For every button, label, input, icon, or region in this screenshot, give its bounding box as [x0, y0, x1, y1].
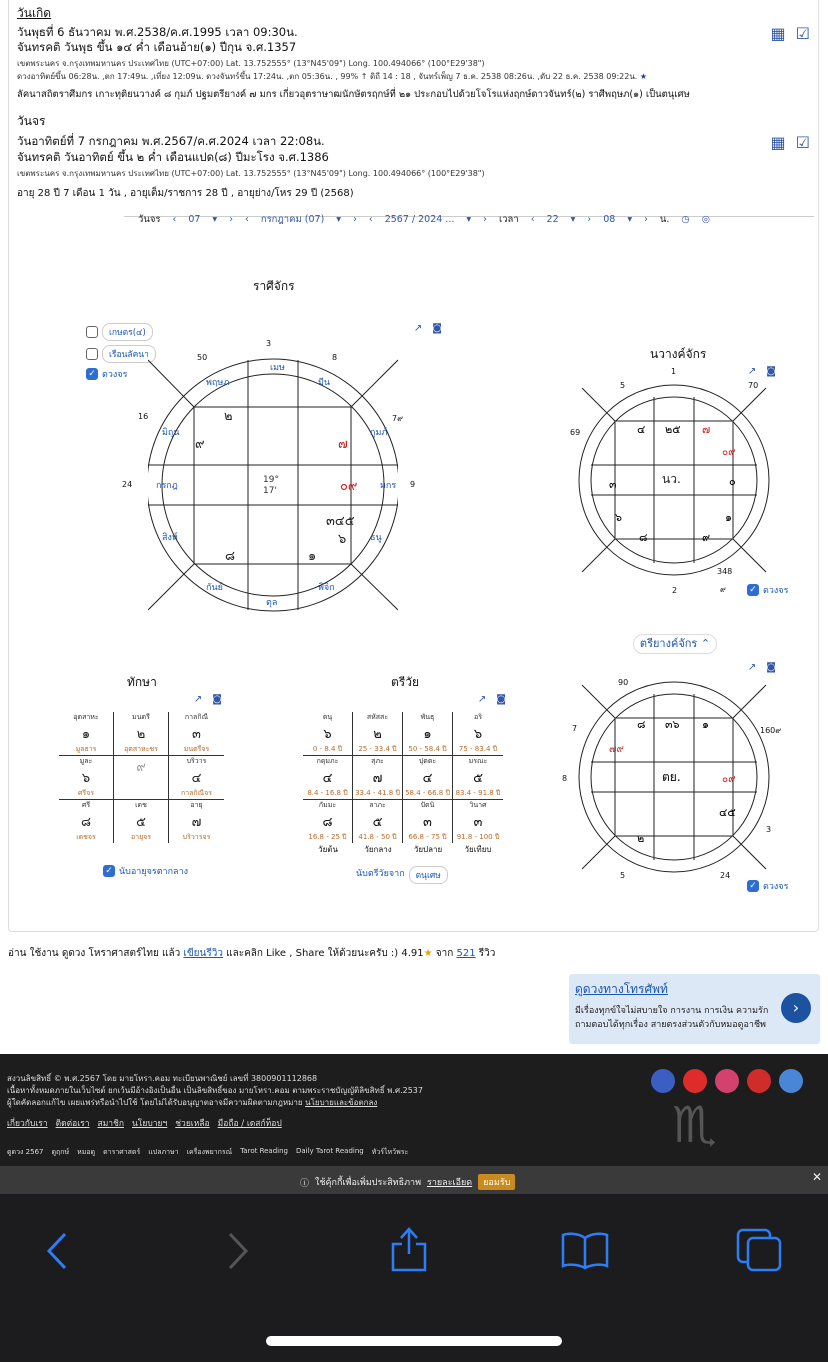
- checkbox[interactable]: [86, 348, 98, 360]
- taksa-value: ๙: [136, 760, 146, 775]
- sign-label: สิงห์: [162, 533, 178, 543]
- cookie-accept-button[interactable]: ยอมรับ: [478, 1174, 515, 1190]
- footer-link[interactable]: นโยบายฯ: [132, 1119, 168, 1129]
- outer-num: 24: [720, 871, 731, 880]
- house-value: ๔๕: [719, 806, 736, 819]
- center-degree: 19°: [263, 475, 279, 485]
- prev-year-button[interactable]: ‹: [368, 214, 373, 225]
- check-kaset[interactable]: [86, 323, 153, 341]
- treewai-range: 16.8 - 25 ปี: [308, 833, 347, 841]
- day-dropdown-icon[interactable]: ▾: [212, 214, 218, 225]
- treewai-cell: [303, 712, 353, 756]
- treewai-ages: [303, 843, 503, 856]
- browser-toolbar: [0, 1194, 828, 1362]
- taksa-sub: เดชจร: [76, 833, 96, 841]
- footer-link[interactable]: Daily Tarot Reading: [295, 1147, 364, 1155]
- house-value: ๑: [308, 549, 317, 564]
- house-value: ๖: [615, 511, 622, 524]
- camera-icon[interactable]: ◙: [212, 694, 222, 705]
- taksa-value: ๔: [191, 771, 202, 786]
- share-icon[interactable]: ↗: [747, 662, 757, 673]
- taksa-check[interactable]: [103, 864, 188, 878]
- minute-select[interactable]: 08: [603, 214, 616, 225]
- footer-link[interactable]: เครื่องพยากรณ์: [186, 1148, 233, 1156]
- outer-num: 69: [570, 428, 581, 437]
- x-icon[interactable]: [779, 1069, 803, 1093]
- treewai-value: ๕: [473, 771, 483, 786]
- treewai-range: 58.4 - 66.8 ปี: [405, 789, 450, 797]
- footer: [0, 1054, 828, 1166]
- house-value: ๔: [637, 423, 646, 436]
- day-select[interactable]: 07: [188, 214, 201, 225]
- triyang-tools: [748, 662, 776, 673]
- camera-icon[interactable]: ◙: [432, 323, 442, 334]
- treewai-cell: [453, 756, 503, 800]
- footer-link[interactable]: ช่วยเหลือ: [175, 1119, 210, 1129]
- house-value: ๖: [338, 532, 347, 547]
- taksa-sub: มนตรีจร: [183, 745, 210, 753]
- phone-reading-promo[interactable]: [569, 974, 820, 1044]
- treewai-label: ลาภะ: [369, 801, 386, 809]
- info-icon: ⓘ: [300, 1178, 310, 1189]
- treewai-value: ๒: [373, 727, 382, 742]
- review-text: อ่าน ใช้งาน ดูดวง โหราศาสตร์ไทย แล้ว: [8, 948, 181, 959]
- house-value: ๗: [702, 423, 711, 436]
- close-icon[interactable]: ✕: [811, 1170, 822, 1184]
- check-label: ดวงจร: [763, 586, 789, 596]
- house-value: ๙: [702, 531, 711, 544]
- target-icon[interactable]: ◎: [701, 214, 711, 225]
- camera-icon[interactable]: ◙: [766, 662, 776, 673]
- taksa-value: ๑: [81, 727, 91, 742]
- sign-label: มีน: [318, 378, 331, 388]
- house-value: ๐๙: [340, 479, 358, 494]
- tabs-icon[interactable]: [736, 1228, 784, 1272]
- age-label: วัยเทียบ: [464, 845, 492, 854]
- review-from: จาก: [435, 948, 454, 959]
- outer-num: 8: [332, 353, 338, 362]
- taksa-label: กาลกิณี: [184, 713, 209, 721]
- share-icon[interactable]: [389, 1224, 429, 1274]
- main-chart: [148, 340, 398, 620]
- treewai-range: 33.4 - 41.8 ปี: [355, 789, 400, 797]
- footer-link[interactable]: Tarot Reading: [240, 1147, 288, 1155]
- prev-month-button[interactable]: ‹: [245, 214, 249, 225]
- check-duangjorn[interactable]: [86, 367, 127, 381]
- pinterest-icon[interactable]: [747, 1069, 771, 1093]
- house-value: ๐๙: [722, 447, 736, 458]
- prev-day-button[interactable]: ‹: [172, 214, 177, 225]
- treewai-value: ๓: [423, 815, 432, 830]
- triyang-select[interactable]: ตรียางค์จักร ⌃: [633, 634, 717, 654]
- footer-link[interactable]: ดูฤกษ์: [51, 1148, 70, 1156]
- birth-note: ลัคนาสถิตราศีมกร เกาะทุติยนวางค์ ๘ กุมภ์ ปฐมตรียางค์ ๗ มกร เกี่ยวอุตราษาฒนักษัตรฤกษ์ที่ ๒๑ ประกอบไปด้วยโจโรแห่งฤกษ์ดาวจันทร์(๒) ราศีพฤษภ(๑) เป็นตนุเศษ: [17, 89, 690, 100]
- current-lunar: จันทรคติ วันอาทิตย์ ขึ้น ๒ ค่ำ เดือนแปด(๘) ปีมะโรง จ.ศ.1386: [17, 150, 329, 164]
- check-label: ดวงจร: [763, 882, 789, 892]
- triyang-center: ตย.: [662, 770, 681, 784]
- footer-links2: [7, 1147, 408, 1158]
- treewai-cell: [353, 756, 403, 800]
- check-ruen[interactable]: [86, 345, 156, 363]
- year-select[interactable]: 2567 / 2024 ...: [384, 214, 455, 225]
- promo-line2: ถามตอบได้ทุกเรื่อง สายตรงส่วนตัวกับหมอดูอาชีพ: [575, 1020, 766, 1030]
- footer-line2: เนื้อหาทั้งหมดภายในเว็บไซต์ ยกเว้นมีอ้างอิงเป็นอื่น เป็นลิขสิทธิ์ของ มายโหรา.คอม ตามพระราชบัญญัติลิขสิทธิ์ พ.ศ.2537: [7, 1086, 423, 1095]
- duangjorn-label: ดวงจร: [102, 370, 128, 380]
- next-minute-button[interactable]: ›: [644, 214, 648, 225]
- share-icon[interactable]: ↗: [413, 323, 423, 334]
- outer-num: ๙: [720, 585, 726, 594]
- cookie-content: [300, 1174, 515, 1190]
- treewai-cell: [303, 756, 353, 800]
- treewai-cell: [453, 800, 503, 843]
- taksa-sub: อุตสาหะชร: [124, 745, 158, 753]
- sign-label: กรกฎ: [156, 481, 178, 491]
- outer-num: 7: [572, 724, 578, 733]
- ruen-select[interactable]: เรือนลัคนา: [102, 345, 156, 363]
- treewai-range: 8.4 - 16.8 ปี: [307, 789, 348, 797]
- taksa-cell: [59, 712, 114, 756]
- main-chart-title: ราศีจักร: [253, 279, 295, 293]
- sign-label: กุมภ์: [370, 428, 388, 438]
- treewai-label: ตนุ: [322, 713, 333, 721]
- taksa-value: ๖: [81, 771, 91, 786]
- treewai-range: 41.8 - 50 ปี: [358, 833, 397, 841]
- taksa-cell: [169, 712, 224, 756]
- taksa-sub: มูลธาร: [75, 745, 97, 753]
- taksa-label: มนตรี: [132, 713, 150, 721]
- minute-dropdown-icon[interactable]: ▾: [627, 214, 633, 225]
- taksa-title: ทักษา: [127, 675, 157, 689]
- social-icons: [643, 1069, 803, 1097]
- taksa-label: บริวาร: [186, 757, 207, 765]
- footer-line3: ผู้ใดคัดลอกแก้ไข เผยแพร่หรือนำไปใช้ โดยไม่ได้รับอนุญาตอาจมีความผิดตามกฎหมาย นโยบายและข้อตกลง: [7, 1098, 378, 1107]
- current-section-title: วันจร: [17, 114, 46, 128]
- sign-label: มกร: [380, 481, 397, 491]
- taksa-value: ๕: [136, 815, 146, 830]
- outer-num: 5: [620, 381, 626, 390]
- sign-label: กันย์: [206, 583, 223, 593]
- treewai-grid: [303, 712, 503, 842]
- outer-num: 3: [266, 339, 272, 348]
- treewai-label: อริ: [474, 713, 482, 721]
- current-location: เขตพระนคร จ.กรุงเทพมหานคร ประเทศไทย (UTC+07:00) Lat. 13.752555° (13°N45'09") Long. 100.494066° (100°E29'38"): [17, 169, 485, 178]
- taksa-label: อุตสาหะ: [73, 713, 99, 721]
- write-review-link[interactable]: เขียนรีวิว: [183, 948, 223, 959]
- home-indicator: [266, 1336, 562, 1346]
- next-day-button[interactable]: ›: [229, 214, 233, 225]
- taksa-cell: [114, 756, 169, 800]
- sign-label: ตุล: [266, 598, 278, 608]
- taksa-grid: [59, 712, 224, 842]
- taksa-value: ๗: [191, 815, 202, 830]
- taksa-label: อายุ: [190, 801, 203, 809]
- forward-icon[interactable]: [226, 1231, 250, 1271]
- check-label: นับอายุจรตากลาง: [119, 867, 189, 877]
- treewai-from: [356, 866, 448, 884]
- sign-label: พฤษภ: [206, 378, 230, 388]
- treewai-cell: [403, 712, 453, 756]
- house-value: ๐: [729, 475, 736, 488]
- treewai-label: วินาศ: [469, 801, 487, 809]
- current-date: วันอาทิตย์ที่ 7 กรกฎาคม พ.ศ.2567/ค.ศ.2024 เวลา 22:08น.: [17, 134, 325, 148]
- chart-tools: [414, 323, 442, 334]
- next-month-button[interactable]: ›: [353, 214, 357, 225]
- outer-num: 3: [766, 825, 772, 834]
- treewai-range: 75 - 83.4 ปี: [458, 745, 498, 753]
- calendar-check-icon[interactable]: ☑: [795, 133, 810, 152]
- taksa-cell: [114, 712, 169, 756]
- treewai-value: ๓: [473, 815, 483, 830]
- outer-num: 1: [671, 367, 677, 376]
- instagram-icon[interactable]: [715, 1069, 739, 1093]
- taksa-value: ๓: [192, 727, 201, 742]
- taksa-cell: [169, 756, 224, 800]
- camera-icon[interactable]: ◙: [496, 694, 506, 705]
- date-navigator: [138, 212, 710, 227]
- taksa-cell: [59, 800, 114, 843]
- age-text: อายุ 28 ปี 7 เดือน 1 วัน , อายุเต็ม/ราชการ 28 ปี , อายุย่าง/โหร 29 ปี (2568): [17, 188, 354, 199]
- sign-label: พิจิก: [318, 583, 335, 593]
- sign-label: เมษ: [270, 363, 285, 373]
- calendar-icon[interactable]: ▦: [770, 133, 786, 152]
- sign-label: มิถุน: [162, 428, 180, 438]
- taksa-label: ศรี: [81, 801, 91, 809]
- house-value: ๓๔๕: [326, 514, 355, 529]
- triyang-check[interactable]: [747, 879, 788, 893]
- cookie-bar: [0, 1166, 828, 1194]
- checkbox-checked[interactable]: ✓: [747, 880, 759, 892]
- footer-link[interactable]: ดาราศาสตร์: [103, 1148, 141, 1156]
- treewai-value: ๕: [372, 815, 383, 830]
- kaset-select[interactable]: เกษตร(๔): [102, 323, 153, 341]
- treewai-label: สุภะ: [371, 757, 384, 765]
- taksa-value: ๘: [80, 815, 92, 830]
- navang-center: นว.: [662, 472, 681, 486]
- treewai-range: 91.8 - 100 ปี: [456, 833, 500, 841]
- taksa-cell: [59, 756, 114, 800]
- month-select[interactable]: กรกฎาคม (07): [260, 214, 325, 225]
- house-value: ๒๕: [665, 423, 681, 436]
- youtube-icon[interactable]: [683, 1069, 707, 1093]
- policy-link[interactable]: นโยบายและข้อตกลง: [305, 1098, 378, 1107]
- outer-num: 160๙: [760, 726, 782, 735]
- prev-hour-button[interactable]: ‹: [530, 214, 535, 225]
- star-icon: ★: [423, 948, 433, 959]
- treewai-cell: [453, 712, 503, 756]
- chevron-right-icon[interactable]: ›: [781, 993, 811, 1023]
- treewai-title: ตรีวัย: [391, 675, 420, 689]
- time-label: เวลา: [498, 214, 519, 225]
- house-value: ๘: [225, 549, 236, 564]
- outer-num: 8: [562, 774, 568, 783]
- house-value: ๐๙: [722, 774, 736, 785]
- calendar-check-icon[interactable]: ☑: [795, 24, 810, 43]
- outer-num: 5: [620, 871, 626, 880]
- time-unit: น.: [659, 214, 670, 225]
- center-minute: 17': [263, 486, 277, 496]
- house-value: ๑: [702, 718, 709, 731]
- treewai-value: ๔: [322, 771, 333, 786]
- taksa-sub: ศรีจร: [77, 789, 95, 797]
- treewai-range: 50 - 58.4 ปี: [408, 745, 447, 753]
- treewai-value: ๖: [473, 727, 483, 742]
- treewai-cell: [303, 800, 353, 843]
- treewai-cell: [403, 756, 453, 800]
- navang-check[interactable]: [747, 583, 788, 597]
- house-value: ๗๙: [609, 744, 624, 755]
- taksa-sub: อายุจร: [130, 833, 152, 841]
- cookie-text: ใช้คุ้กกี้เพื่อเพิ่มประสิทธิภาพ: [315, 1178, 422, 1188]
- outer-num: 24: [122, 480, 133, 489]
- treewai-label: สหัสสะ: [366, 713, 389, 721]
- promo-line1: มีเรื่องทุกข์ใจไม่สบายใจ การงาน การเงิน ความรัก: [575, 1006, 769, 1016]
- share-icon[interactable]: ↗: [747, 366, 757, 377]
- house-value: ๑: [725, 511, 732, 524]
- house-value: ๙: [195, 437, 205, 452]
- taksa-label: มูละ: [79, 757, 93, 765]
- footer-link[interactable]: มือถือ / เดสก์ท็อป: [217, 1119, 282, 1129]
- next-hour-button[interactable]: ›: [587, 214, 592, 225]
- footer-copyright: สงวนลิขสิทธิ์ © พ.ศ.2567 โดย มายโหรา.คอม ทะเบียนพาณิชย์ เลขที่ 3800901112868: [7, 1074, 318, 1083]
- from-label: นับตรีวัยจาก: [356, 869, 405, 879]
- hour-dropdown-icon[interactable]: ▾: [570, 214, 576, 225]
- taksa-value: ๒: [136, 727, 146, 742]
- birth-icons: [771, 24, 810, 43]
- treewai-cell: [353, 712, 403, 756]
- checkbox-checked[interactable]: ✓: [86, 368, 98, 380]
- treewai-tools: [478, 694, 506, 705]
- house-value: ๘: [639, 531, 648, 544]
- sign-label: ธนู: [370, 533, 382, 543]
- birth-date: วันพุธที่ 6 ธันวาคม พ.ศ.2538/ค.ศ.1995 เวลา 09:30น.: [17, 25, 298, 39]
- outer-num: 90: [618, 678, 629, 687]
- back-icon[interactable]: [45, 1231, 69, 1271]
- treewai-label: กดุมภะ: [316, 757, 339, 765]
- footer-link[interactable]: ติดต่อเรา: [55, 1119, 90, 1129]
- promo-title[interactable]: ดูดวงทางโทรศัพท์: [575, 982, 668, 996]
- checkbox-checked[interactable]: ✓: [103, 865, 115, 877]
- from-select[interactable]: ตนุเศษ: [409, 866, 448, 884]
- camera-icon[interactable]: ◙: [766, 366, 776, 377]
- treewai-value: ๑: [423, 727, 432, 742]
- footer-links: [7, 1116, 282, 1130]
- treewai-label: ปุตตะ: [418, 757, 437, 765]
- age-label: วัยต้น: [318, 845, 338, 854]
- treewai-value: ๗: [372, 771, 383, 786]
- review-text2: และคลิก Like , Share ให้ด้วยนะครับ :): [226, 948, 399, 959]
- bookmarks-icon[interactable]: [560, 1230, 610, 1270]
- review-unit: รีวิว: [478, 948, 496, 959]
- taksa-cell: [114, 800, 169, 843]
- outer-num: 7๙: [392, 414, 403, 423]
- hour-select[interactable]: 22: [546, 214, 559, 225]
- treewai-range: 66.8 - 75 ปี: [408, 833, 447, 841]
- house-value: ๗: [338, 437, 348, 452]
- taksa-cell: [169, 800, 224, 843]
- outer-num: 50: [197, 353, 208, 362]
- scorpio-icon: ♏: [672, 1096, 717, 1154]
- calendar-icon[interactable]: ▦: [770, 24, 786, 43]
- facebook-icon[interactable]: [651, 1069, 675, 1093]
- treewai-value: ๔: [422, 771, 433, 786]
- footer-link[interactable]: แปลภาษา: [148, 1148, 179, 1156]
- house-value: ๘: [637, 718, 646, 731]
- treewai-range: 83.4 - 91.8 ปี: [455, 789, 501, 797]
- checkbox-checked[interactable]: ✓: [747, 584, 759, 596]
- age-label: วัยกลาง: [364, 845, 392, 854]
- house-value: ๒: [224, 409, 233, 424]
- outer-num: 9: [410, 480, 416, 489]
- footer-link[interactable]: ทัวร์ไหว้พระ: [371, 1148, 409, 1156]
- birth-section-title: วันเกิด: [17, 6, 52, 20]
- next-year-button[interactable]: ›: [483, 214, 487, 225]
- navang-tools: [748, 366, 776, 377]
- taksa-tools: [194, 694, 222, 705]
- navang-chart: [577, 383, 771, 577]
- house-value: ๓: [609, 478, 617, 491]
- navang-title: นวางค์จักร: [650, 347, 707, 361]
- treewai-range: 25 - 33.4 ปี: [358, 745, 397, 753]
- triyang-chart: [577, 680, 771, 874]
- treewai-value: ๘: [322, 815, 333, 830]
- outer-num: 70: [748, 381, 759, 390]
- treewai-cell: [403, 800, 453, 843]
- footer-link[interactable]: ดูดวง 2567: [7, 1148, 44, 1156]
- house-value: ๒: [637, 832, 645, 845]
- treewai-label: มรณะ: [468, 757, 488, 765]
- age-label: วัยปลาย: [413, 845, 443, 854]
- footer-link[interactable]: สมาชิก: [97, 1119, 124, 1129]
- checkbox[interactable]: [86, 326, 98, 338]
- taksa-sub: กาลกิณีจร: [180, 789, 213, 797]
- birth-sun-moon: ดวงอาทิตย์ขึ้น 06:28น. ,ตก 17:49น. ,เที่ยง 12:09น. ดวงจันทร์ขึ้น 17:24น. ,ตก 05:36น. , 99% ↑ ดิถี 14 : 18 , จันทร์เพ็ญ 7 ธ.ค. 2538 08:26น. ,ดับ 22 ธ.ค. 2538 09:22น. ★: [17, 72, 648, 81]
- share-icon[interactable]: ↗: [477, 694, 487, 705]
- footer-link[interactable]: หมอดู: [77, 1148, 96, 1156]
- nav-label: วันจร: [138, 214, 161, 225]
- treewai-label: ปัตนิ: [420, 801, 435, 809]
- treewai-range: 0 - 8.4 ปี: [312, 745, 343, 753]
- review-score: 4.91: [401, 948, 424, 959]
- review-line: [8, 946, 495, 961]
- clock-icon[interactable]: ◷: [681, 214, 690, 225]
- year-dropdown-icon[interactable]: ▾: [466, 214, 472, 225]
- share-icon[interactable]: ↗: [193, 694, 203, 705]
- outer-num: 16: [138, 412, 149, 421]
- treewai-cell: [353, 800, 403, 843]
- footer-link[interactable]: เกี่ยวกับเรา: [7, 1119, 48, 1129]
- outer-num: 2: [672, 586, 678, 595]
- treewai-label: กัมมะ: [318, 801, 337, 809]
- birth-location: เขตพระนคร จ.กรุงเทพมหานคร ประเทศไทย (UTC+07:00) Lat. 13.752555° (13°N45'09") Long. 100.494066° (100°E29'38"): [17, 59, 485, 68]
- month-dropdown-icon[interactable]: ▾: [336, 214, 342, 225]
- review-count-link[interactable]: 521: [456, 948, 476, 959]
- treewai-label: พันธุ: [420, 713, 435, 721]
- cookie-detail-link[interactable]: รายละเอียด: [427, 1178, 473, 1188]
- birth-lunar: จันทรคติ วันพุธ ขึ้น ๑๔ ค่ำ เดือนอ้าย(๑) ปีกุน จ.ศ.1357: [17, 40, 297, 54]
- treewai-value: ๖: [323, 727, 332, 742]
- taksa-label: เดช: [135, 801, 147, 809]
- taksa-sub: บริวารจร: [182, 833, 211, 841]
- outer-num: 348: [717, 567, 733, 576]
- house-value: ๓๖: [665, 718, 680, 731]
- current-icons: [771, 133, 810, 152]
